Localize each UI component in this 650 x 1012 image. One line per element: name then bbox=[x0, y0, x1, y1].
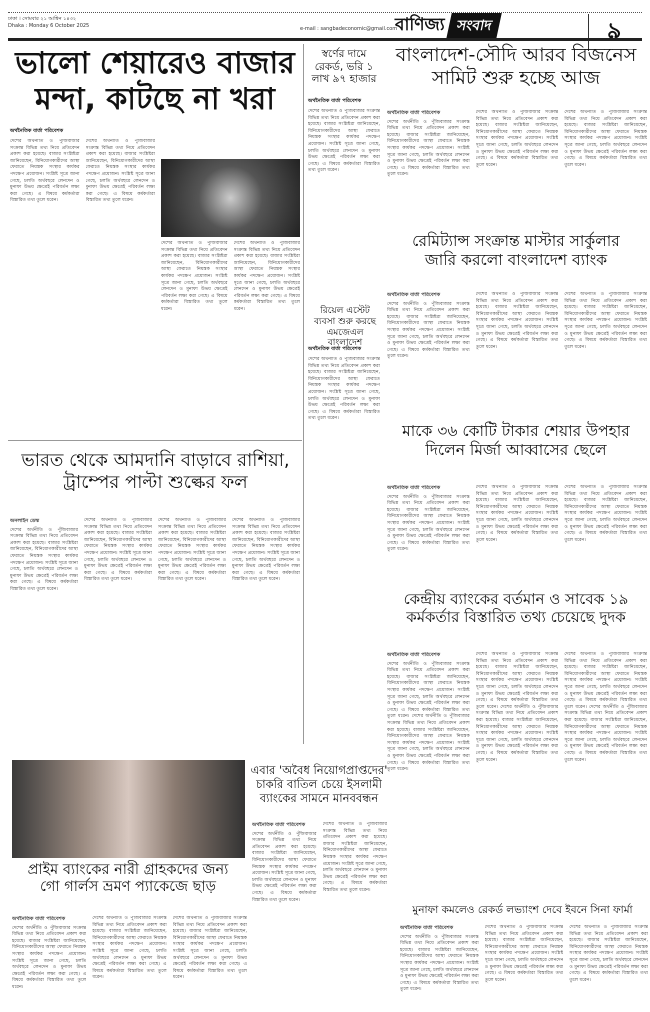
article-text: দেশের অর্থনীতি ও পুঁজিবাজার সংক্রান্ত বিভিন্ন তথ্য নিয়ে প্রতিবেদন প্রকাশ করা হয়েছে। বাজার সংশ্লিষ্টরা জানিয়েছেন, বিনিয়োগকারীদের আস্থা ফেরাতে নিয়ন্ত্রক সংস্থার কার্যকর পদক্ষেপ প্রয়োজন। সংশ্লিষ্ট সূত্রে জানা গেছে, চলতি অর্থবছরে লেনদেন ও মুনাফা উভয় ক্ষেত্রেই পরিবর্তন লক্ষ্য করা গেছে। এ বিষয়ে কর্মকর্তারা বিস্তারিত তথ্য তুলে ধরেন। bbox=[475, 704, 559, 763]
article-text: দেশের অর্থনীতি ও পুঁজিবাজার সংক্রান্ত বিভিন্ন তথ্য নিয়ে প্রতিবেদন প্রকাশ করা হয়েছে। বাজার সংশ্লিষ্টরা জানিয়েছেন, বিনিয়োগকারীদের আস্থা ফেরাতে নিয়ন্ত্রক সংস্থার কার্যকর পদক্ষেপ প্রয়োজন। সংশ্লিষ্ট সূত্রে জানা গেছে, চলতি অর্থবছরে লেনদেন ও মুনাফা উভয় ক্ষেত্রেই পরিবর্তন লক্ষ্য করা গেছে। এ বিষয়ে কর্মকর্তারা বিস্তারিত তথ্য তুলে ধরেন। bbox=[400, 934, 479, 993]
headline-line: গো গার্লস ভ্রমণ প্যাকেজে ছাড় bbox=[40, 879, 216, 896]
article-text: দেশের অর্থনীতি ও পুঁজিবাজার সংক্রান্ত বিভিন্ন তথ্য নিয়ে প্রতিবেদন প্রকাশ করা হয়েছে। বাজার সংশ্লিষ্টরা জানিয়েছেন, বিনিয়োগকারীদের আস্থা ফেরাতে নিয়ন্ত্রক সংস্থার কার্যকর পদক্ষেপ প্রয়োজন। সংশ্লিষ্ট সূত্রে জানা গেছে, চলতি অর্থবছরে লেনদেন ও মুনাফা উভয় ক্ষেত্রেই পরিবর্তন লক্ষ্য করা গেছে। এ বিষয়ে কর্মকর্তারা বিস্তারিত তথ্য তুলে ধরেন। bbox=[475, 485, 559, 543]
article-text: দেশের অর্থনীতি ও পুঁজিবাজার সংক্রান্ত বিভিন্ন তথ্য নিয়ে প্রতিবেদন প্রকাশ করা হয়েছে। বাজার সংশ্লিষ্টরা জানিয়েছেন, বিনিয়োগকারীদের আস্থা ফেরাতে নিয়ন্ত্রক সংস্থার কার্যকর পদক্ষেপ প্রয়োজন। সংশ্লিষ্ট সূত্রে জানা গেছে, চলতি অর্থবছরে লেনদেন ও মুনাফা উভয় ক্ষেত্রেই পরিবর্তন লক্ষ্য করা গেছে। এ বিষয়ে কর্মকর্তারা বিস্তারিত তথ্য তুলে ধরেন। bbox=[564, 292, 648, 350]
headline-line: জারি করলো বাংলাদেশ ব্যাংক bbox=[424, 250, 608, 269]
headline-line: দিলেন মির্জা আব্বাসের ছেলে bbox=[425, 440, 607, 459]
article-text-col bbox=[12, 916, 86, 1004]
dateline bbox=[8, 16, 89, 30]
stock-market-photo bbox=[161, 159, 300, 237]
gold-article-body bbox=[308, 98, 380, 298]
article-text: দেশের অর্থনীতি ও পুঁজিবাজার সংক্রান্ত বিভিন্ন তথ্য নিয়ে প্রতিবেদন প্রকাশ করা হয়েছে। বাজার সংশ্লিষ্টরা জানিয়েছেন, বিনিয়োগকারীদের আস্থা ফেরাতে নিয়ন্ত্রক সংস্থার কার্যকর পদক্ষেপ প্রয়োজন। সংশ্লিষ্ট সূত্রে জানা গেছে, চলতি অর্থবছরে লেনদেন ও মুনাফা উভয় ক্ষেত্রেই পরিবর্তন লক্ষ্য করা গেছে। এ বিষয়ে কর্মকর্তারা বিস্তারিত তথ্য তুলে ধরেন। bbox=[85, 139, 155, 204]
article-text: দেশের অর্থনীতি ও পুঁজিবাজার সংক্রান্ত বিভিন্ন তথ্য নিয়ে প্রতিবেদন প্রকাশ করা হয়েছে। বাজার সংশ্লিষ্টরা জানিয়েছেন, বিনিয়োগকারীদের আস্থা ফেরাতে নিয়ন্ত্রক সংস্থার কার্যকর পদক্ষেপ প্রয়োজন। সংশ্লিষ্ট সূত্রে জানা গেছে, চলতি অর্থবছরে লেনদেন ও মুনাফা উভয় ক্ষেত্রেই পরিবর্তন লক্ষ্য করা গেছে। এ বিষয়ে কর্মকর্তারা বিস্তারিত তথ্য তুলে ধরেন। bbox=[233, 241, 300, 312]
prime-bank-event-photo bbox=[12, 760, 245, 858]
headline-line: রেমিট্যান্স সংক্রান্ত মাস্টার সার্কুলার bbox=[412, 232, 620, 250]
real-estate-headline: রিয়েল এস্টেট ব্যবসা শুরু করছে এমজেএল বাংলাদেশ bbox=[314, 306, 376, 349]
article-text-col bbox=[387, 485, 470, 585]
article-text-col bbox=[564, 652, 647, 897]
article-text: দেশের অর্থনীতি ও পুঁজিবাজার সংক্রান্ত বিভিন্ন তথ্য নিয়ে প্রতিবেদন প্রকাশ করা হয়েছে। বাজার সংশ্লিষ্টরা জানিয়েছেন, বিনিয়োগকারীদের আস্থা ফেরাতে নিয়ন্ত্রক সংস্থার কার্যকর পদক্ষেপ প্রয়োজন। সংশ্লিষ্ট সূত্রে জানা গেছে, চলতি অর্থবছরে লেনদেন ও মুনাফা উভয় ক্ষেত্রেই পরিবর্তন লক্ষ্য করা গেছে। এ বিষয়ে কর্মকর্তারা বিস্তারিত তথ্য তুলে ধরেন। bbox=[484, 925, 564, 983]
byline: অর্থনৈতিক বার্তা পরিবেশক bbox=[400, 925, 454, 931]
article-text: দেশের অর্থনীতি ও পুঁজিবাজার সংক্রান্ত বিভিন্ন তথ্য নিয়ে প্রতিবেদন প্রকাশ করা হয়েছে। বাজার সংশ্লিষ্টরা জানিয়েছেন, বিনিয়োগকারীদের আস্থা ফেরাতে নিয়ন্ত্রক সংস্থার কার্যকর পদক্ষেপ প্রয়োজন। সংশ্লিষ্ট সূত্রে জানা গেছে, চলতি অর্থবছরে লেনদেন ও মুনাফা উভয় ক্ষেত্রেই পরিবর্তন লক্ষ্য করা গেছে। এ বিষয়ে কর্মকর্তারা বিস্তারিত তথ্য তুলে ধরেন। bbox=[232, 518, 300, 583]
mirza-article-body bbox=[387, 485, 647, 585]
ibn-sina-article-body bbox=[400, 925, 648, 1003]
byline: অর্থনৈতিক বার্তা পরিবেশক bbox=[12, 916, 66, 922]
header-rule bbox=[8, 38, 642, 41]
email: e-mail : sangbadeconomic@gmail.com bbox=[300, 26, 398, 32]
article-text: দেশের অর্থনীতি ও পুঁজিবাজার সংক্রান্ত বিভিন্ন তথ্য নিয়ে প্রতিবেদন প্রকাশ করা হয়েছে। বাজার সংশ্লিষ্টরা জানিয়েছেন, বিনিয়োগকারীদের আস্থা ফেরাতে নিয়ন্ত্রক সংস্থার কার্যকর পদক্ষেপ প্রয়োজন। সংশ্লিষ্ট সূত্রে জানা গেছে, চলতি অর্থবছরে লেনদেন ও মুনাফা উভয় ক্ষেত্রেই পরিবর্তন লক্ষ্য করা গেছে। এ বিষয়ে কর্মকর্তারা বিস্তারিত তথ্য তুলে ধরেন। bbox=[569, 925, 649, 983]
page-number: ৯ bbox=[588, 14, 621, 51]
byline: অর্থনৈতিক বার্তা পরিবেশক bbox=[308, 98, 362, 104]
byline: অর্থনৈতিক বার্তা পরিবেশক bbox=[308, 346, 362, 352]
masthead-part-a: বাণিজ্য bbox=[395, 15, 445, 35]
headline-line: ভারত থেকে আমদানি বাড়াবে রাশিয়া, bbox=[21, 450, 290, 471]
headline-line: কেন্দ্রীয় ব্যাংকের বর্তমান ও সাবেক ১৯ bbox=[403, 590, 629, 608]
headline-line: ভালো শেয়ারেও বাজার bbox=[15, 46, 295, 81]
column-divider bbox=[303, 44, 304, 744]
article-text: দেশের অর্থনীতি ও পুঁজিবাজার সংক্রান্ত বিভিন্ন তথ্য নিয়ে প্রতিবেদন প্রকাশ করা হয়েছে। বাজার সংশ্লিষ্টরা জানিয়েছেন, বিনিয়োগকারীদের আস্থা ফেরাতে নিয়ন্ত্রক সংস্থার কার্যকর পদক্ষেপ প্রয়োজন। সংশ্লিষ্ট সূত্রে জানা গেছে, চলতি অর্থবছরে লেনদেন ও মুনাফা উভয় ক্ষেত্রেই পরিবর্তন লক্ষ্য করা গেছে। এ বিষয়ে কর্মকর্তারা বিস্তারিত তথ্য তুলে ধরেন। bbox=[12, 925, 87, 990]
lead-right-half bbox=[161, 139, 300, 429]
article-text-col bbox=[476, 652, 559, 897]
gold-headline: স্বর্ণের দামে রেকর্ড, ভরি ১ লাখ ৯৭ হাজার bbox=[311, 48, 377, 86]
article-text-col bbox=[387, 110, 470, 228]
article-text: দেশের অর্থনীতি ও পুঁজিবাজার সংক্রান্ত বিভিন্ন তথ্য নিয়ে প্রতিবেদন প্রকাশ করা হয়েছে। বাজার সংশ্লিষ্টরা জানিয়েছেন, বিনিয়োগকারীদের আস্থা ফেরাতে নিয়ন্ত্রক সংস্থার কার্যকর পদক্ষেপ প্রয়োজন। সংশ্লিষ্ট সূত্রে জানা গেছে, চলতি অর্থবছরে লেনদেন ও মুনাফা উভয় ক্ষেত্রেই পরিবর্তন লক্ষ্য করা গেছে। এ বিষয়ে কর্মকর্তারা বিস্তারিত তথ্য তুলে ধরেন। bbox=[84, 518, 152, 583]
article-text-col bbox=[387, 652, 470, 897]
masthead-logo bbox=[395, 15, 499, 37]
article-text: দেশের অর্থনীতি ও পুঁজিবাজার সংক্রান্ত বিভিন্ন তথ্য নিয়ে প্রতিবেদন প্রকাশ করা হয়েছে। বাজার সংশ্লিষ্টরা জানিয়েছেন, বিনিয়োগকারীদের আস্থা ফেরাতে নিয়ন্ত্রক সংস্থার কার্যকর পদক্ষেপ প্রয়োজন। সংশ্লিষ্ট সূত্রে জানা গেছে, চলতি অর্থবছরে লেনদেন ও মুনাফা উভয় ক্ষেত্রেই পরিবর্তন লক্ষ্য করা গেছে। এ বিষয়ে কর্মকর্তারা বিস্তারিত তথ্য তুলে ধরেন। bbox=[564, 652, 648, 710]
byline: অর্থনৈতিক বার্তা পরিবেশক bbox=[387, 110, 441, 116]
article-text: দেশের অর্থনীতি ও পুঁজিবাজার সংক্রান্ত বিভিন্ন তথ্য নিয়ে প্রতিবেদন প্রকাশ করা হয়েছে। বাজার সংশ্লিষ্টরা জানিয়েছেন, বিনিয়োগকারীদের আস্থা ফেরাতে নিয়ন্ত্রক সংস্থার কার্যকর পদক্ষেপ প্রয়োজন। সংশ্লিষ্ট সূত্রে জানা গেছে, চলতি অর্থবছরে লেনদেন ও মুনাফা উভয় ক্ষেত্রেই পরিবর্তন লক্ষ্য করা গেছে। এ বিষয়ে কর্মকর্তারা বিস্তারিত তথ্য তুলে ধরেন। bbox=[322, 822, 387, 893]
article-text: দেশের অর্থনীতি ও পুঁজিবাজার সংক্রান্ত বিভিন্ন তথ্য নিয়ে প্রতিবেদন প্রকাশ করা হয়েছে। বাজার সংশ্লিষ্টরা জানিয়েছেন, বিনিয়োগকারীদের আস্থা ফেরাতে নিয়ন্ত্রক সংস্থার কার্যকর পদক্ষেপ প্রয়োজন। সংশ্লিষ্ট সূত্রে জানা গেছে, চলতি অর্থবছরে লেনদেন ও মুনাফা উভয় ক্ষেত্রেই পরিবর্তন লক্ষ্য করা গেছে। এ বিষয়ে কর্মকর্তারা বিস্তারিত তথ্য তুলে ধরেন। bbox=[308, 109, 380, 174]
headline-line: সামিট শুরু হচ্ছে আজ bbox=[431, 66, 601, 89]
headline-line: মন্দা, কাটছে না খরা bbox=[35, 82, 275, 117]
top-dotted-rule bbox=[8, 12, 642, 13]
byline: অর্থনৈতিক বার্তা পরিবেশক bbox=[387, 652, 441, 658]
saudi-article-body bbox=[387, 110, 647, 228]
article-text: দেশের অর্থনীতি ও পুঁজিবাজার সংক্রান্ত বিভিন্ন তথ্য নিয়ে প্রতিবেদন প্রকাশ করা হয়েছে। বাজার সংশ্লিষ্টরা জানিয়েছেন, বিনিয়োগকারীদের আস্থা ফেরাতে নিয়ন্ত্রক সংস্থার কার্যকর পদক্ষেপ প্রয়োজন। সংশ্লিষ্ট সূত্রে জানা গেছে, চলতি অর্থবছরে লেনদেন ও মুনাফা উভয় ক্ষেত্রেই পরিবর্তন লক্ষ্য করা গেছে। এ বিষয়ে কর্মকর্তারা বিস্তারিত তথ্য তুলে ধরেন। bbox=[475, 292, 559, 350]
section-rule bbox=[8, 440, 302, 441]
byline: অর্থনৈতিক বার্তা পরিবেশক bbox=[387, 292, 441, 298]
article-text: দেশের অর্থনীতি ও পুঁজিবাজার সংক্রান্ত বিভিন্ন তথ্য নিয়ে প্রতিবেদন প্রকাশ করা হয়েছে। বাজার সংশ্লিষ্টরা জানিয়েছেন, বিনিয়োগকারীদের আস্থা ফেরাতে নিয়ন্ত্রক সংস্থার কার্যকর পদক্ষেপ প্রয়োজন। সংশ্লিষ্ট সূত্রে জানা গেছে, চলতি অর্থবছরে লেনদেন ও মুনাফা উভয় ক্ষেত্রেই পরিবর্তন লক্ষ্য করা গেছে। এ বিষয়ে কর্মকর্তারা বিস্তারিত তথ্য তুলে ধরেন। bbox=[161, 241, 228, 312]
article-text: দেশের অর্থনীতি ও পুঁজিবাজার সংক্রান্ত বিভিন্ন তথ্য নিয়ে প্রতিবেদন প্রকাশ করা হয়েছে। বাজার সংশ্লিষ্টরা জানিয়েছেন, বিনিয়োগকারীদের আস্থা ফেরাতে নিয়ন্ত্রক সংস্থার কার্যকর পদক্ষেপ প্রয়োজন। সংশ্লিষ্ট সূত্রে জানা গেছে, চলতি অর্থবছরে লেনদেন ও মুনাফা উভয় ক্ষেত্রেই পরিবর্তন লক্ষ্য করা গেছে। এ বিষয়ে কর্মকর্তারা বিস্তারিত তথ্য তুলে ধরেন। bbox=[387, 119, 470, 178]
byline: অর্থনৈতিক বার্তা পরিবেশক bbox=[252, 822, 306, 828]
article-text: দেশের অর্থনীতি ও পুঁজিবাজার সংক্রান্ত বিভিন্ন তথ্য নিয়ে প্রতিবেদন প্রকাশ করা হয়েছে। বাজার সংশ্লিষ্টরা জানিয়েছেন, বিনিয়োগকারীদের আস্থা ফেরাতে নিয়ন্ত্রক সংস্থার কার্যকর পদক্ষেপ প্রয়োজন। সংশ্লিষ্ট সূত্রে জানা গেছে, চলতি অর্থবছরে লেনদেন ও মুনাফা উভয় ক্ষেত্রেই পরিবর্তন লক্ষ্য করা গেছে। এ বিষয়ে কর্মকর্তারা বিস্তারিত তথ্য তুলে ধরেন। bbox=[387, 661, 470, 720]
masthead-part-b: সংবাদ bbox=[446, 13, 502, 39]
article-text: দেশের অর্থনীতি ও পুঁজিবাজার সংক্রান্ত বিভিন্ন তথ্য নিয়ে প্রতিবেদন প্রকাশ করা হয়েছে। বাজার সংশ্লিষ্টরা জানিয়েছেন, বিনিয়োগকারীদের আস্থা ফেরাতে নিয়ন্ত্রক সংস্থার কার্যকর পদক্ষেপ প্রয়োজন। সংশ্লিষ্ট সূত্রে জানা গেছে, চলতি অর্থবছরে লেনদেন ও মুনাফা উভয় ক্ষেত্রেই পরিবর্তন লক্ষ্য করা গেছে। এ বিষয়ে কর্মকর্তারা বিস্তারিত তথ্য তুলে ধরেন। bbox=[564, 110, 648, 168]
lead-article-body bbox=[10, 128, 300, 428]
article-text: দেশের অর্থনীতি ও পুঁজিবাজার সংক্রান্ত বিভিন্ন তথ্য নিয়ে প্রতিবেদন প্রকাশ করা হয়েছে। বাজার সংশ্লিষ্টরা জানিয়েছেন, বিনিয়োগকারীদের আস্থা ফেরাতে নিয়ন্ত্রক সংস্থার কার্যকর পদক্ষেপ প্রয়োজন। সংশ্লিষ্ট সূত্রে জানা গেছে, চলতি অর্থবছরে লেনদেন ও মুনাফা উভয় ক্ষেত্রেই পরিবর্তন লক্ষ্য করা গেছে। এ বিষয়ে কর্মকর্তারা বিস্তারিত তথ্য তুলে ধরেন। bbox=[387, 301, 470, 360]
real-estate-article-body bbox=[308, 346, 380, 746]
article-text-col bbox=[387, 292, 470, 417]
saudi-headline bbox=[385, 44, 647, 90]
article-text: দেশের অর্থনীতি ও পুঁজিবাজার সংক্রান্ত বিভিন্ন তথ্য নিয়ে প্রতিবেদন প্রকাশ করা হয়েছে। বাজার সংশ্লিষ্টরা জানিয়েছেন, বিনিয়োগকারীদের আস্থা ফেরাতে নিয়ন্ত্রক সংস্থার কার্যকর পদক্ষেপ প্রয়োজন। সংশ্লিষ্ট সূত্রে জানা গেছে, চলতি অর্থবছরে লেনদেন ও মুনাফা উভয় ক্ষেত্রেই পরিবর্তন লক্ষ্য করা গেছে। এ বিষয়ে কর্মকর্তারা বিস্তারিত তথ্য তুলে ধরেন। bbox=[475, 652, 559, 710]
article-text: দেশের অর্থনীতি ও পুঁজিবাজার সংক্রান্ত বিভিন্ন তথ্য নিয়ে প্রতিবেদন প্রকাশ করা হয়েছে। বাজার সংশ্লিষ্টরা জানিয়েছেন, বিনিয়োগকারীদের আস্থা ফেরাতে নিয়ন্ত্রক সংস্থার কার্যকর পদক্ষেপ প্রয়োজন। সংশ্লিষ্ট সূত্রে জানা গেছে, চলতি অর্থবছরে লেনদেন ও মুনাফা উভয় ক্ষেত্রেই পরিবর্তন লক্ষ্য করা গেছে। এ বিষয়ে কর্মকর্তারা বিস্তারিত তথ্য তুলে ধরেন। bbox=[564, 485, 648, 543]
article-text: দেশের অর্থনীতি ও পুঁজিবাজার সংক্রান্ত বিভিন্ন তথ্য নিয়ে প্রতিবেদন প্রকাশ করা হয়েছে। বাজার সংশ্লিষ্টরা জানিয়েছেন, বিনিয়োগকারীদের আস্থা ফেরাতে নিয়ন্ত্রক সংস্থার কার্যকর পদক্ষেপ প্রয়োজন। সংশ্লিষ্ট সূত্রে জানা গেছে, চলতি অর্থবছরে লেনদেন ও মুনাফা উভয় ক্ষেত্রেই পরিবর্তন লক্ষ্য করা গেছে। এ বিষয়ে কর্মকর্তারা বিস্তারিত তথ্য তুলে ধরেন। bbox=[10, 527, 78, 592]
article-text: দেশের অর্থনীতি ও পুঁজিবাজার সংক্রান্ত বিভিন্ন তথ্য নিয়ে প্রতিবেদন প্রকাশ করা হয়েছে। বাজার সংশ্লিষ্টরা জানিয়েছেন, বিনিয়োগকারীদের আস্থা ফেরাতে নিয়ন্ত্রক সংস্থার কার্যকর পদক্ষেপ প্রয়োজন। সংশ্লিষ্ট সূত্রে জানা গেছে, চলতি অর্থবছরে লেনদেন ও মুনাফা উভয় ক্ষেত্রেই পরিবর্তন লক্ষ্য করা গেছে। এ বিষয়ে কর্মকর্তারা বিস্তারিত তথ্য তুলে ধরেন। bbox=[10, 139, 80, 204]
article-text: দেশের অর্থনীতি ও পুঁজিবাজার সংক্রান্ত বিভিন্ন তথ্য নিয়ে প্রতিবেদন প্রকাশ করা হয়েছে। বাজার সংশ্লিষ্টরা জানিয়েছেন, বিনিয়োগকারীদের আস্থা ফেরাতে নিয়ন্ত্রক সংস্থার কার্যকর পদক্ষেপ প্রয়োজন। সংশ্লিষ্ট সূত্রে জানা গেছে, চলতি অর্থবছরে লেনদেন ও মুনাফা উভয় ক্ষেত্রেই পরিবর্তন লক্ষ্য করা গেছে। এ বিষয়ে কর্মকর্তারা বিস্তারিত তথ্য তুলে ধরেন। bbox=[387, 714, 470, 773]
remittance-article-body bbox=[387, 292, 647, 417]
byline: অনলাইন ডেস্ক bbox=[10, 518, 40, 524]
article-text: দেশের অর্থনীতি ও পুঁজিবাজার সংক্রান্ত বিভিন্ন তথ্য নিয়ে প্রতিবেদন প্রকাশ করা হয়েছে। বাজার সংশ্লিষ্টরা জানিয়েছেন, বিনিয়োগকারীদের আস্থা ফেরাতে নিয়ন্ত্রক সংস্থার কার্যকর পদক্ষেপ প্রয়োজন। সংশ্লিষ্ট সূত্রে জানা গেছে, চলতি অর্থবছরে লেনদেন ও মুনাফা উভয় ক্ষেত্রেই পরিবর্তন লক্ষ্য করা গেছে। এ বিষয়ে কর্মকর্তারা বিস্তারিত তথ্য তুলে ধরেন। bbox=[308, 357, 380, 422]
headline-line: মাকে ৩৬ কোটি টাকার শেয়ার উপহার bbox=[402, 422, 630, 440]
headline-line: কর্মকর্তার বিস্তারিত তথ্য চেয়েছে দুদক bbox=[406, 608, 626, 626]
islami-headline: এবার 'অবৈধ নিয়োগপ্রাপ্তদের' চাকরি বাতিল চেয়ে ইসলামী ব্যাংকের সামনে মানববন্ধন bbox=[250, 763, 388, 805]
article-text: দেশের অর্থনীতি ও পুঁজিবাজার সংক্রান্ত বিভিন্ন তথ্য নিয়ে প্রতিবেদন প্রকাশ করা হয়েছে। বাজার সংশ্লিষ্টরা জানিয়েছেন, বিনিয়োগকারীদের আস্থা ফেরাতে নিয়ন্ত্রক সংস্থার কার্যকর পদক্ষেপ প্রয়োজন। সংশ্লিষ্ট সূত্রে জানা গেছে, চলতি অর্থবছরে লেনদেন ও মুনাফা উভয় ক্ষেত্রেই পরিবর্তন লক্ষ্য করা গেছে। এ বিষয়ে কর্মকর্তারা বিস্তারিত তথ্য তুলে ধরেন। bbox=[564, 704, 648, 763]
article-text: দেশের অর্থনীতি ও পুঁজিবাজার সংক্রান্ত বিভিন্ন তথ্য নিয়ে প্রতিবেদন প্রকাশ করা হয়েছে। বাজার সংশ্লিষ্টরা জানিয়েছেন, বিনিয়োগকারীদের আস্থা ফেরাতে নিয়ন্ত্রক সংস্থার কার্যকর পদক্ষেপ প্রয়োজন। সংশ্লিষ্ট সূত্রে জানা গেছে, চলতি অর্থবছরে লেনদেন ও মুনাফা উভয় ক্ষেত্রেই পরিবর্তন লক্ষ্য করা গেছে। এ বিষয়ে কর্মকর্তারা বিস্তারিত তথ্য তুলে ধরেন। bbox=[387, 494, 470, 553]
prime-article-body bbox=[12, 916, 247, 1004]
date-english: Dhaka : Monday 6 October 2025 bbox=[8, 23, 90, 29]
remittance-headline bbox=[385, 232, 647, 269]
article-text: দেশের অর্থনীতি ও পুঁজিবাজার সংক্রান্ত বিভিন্ন তথ্য নিয়ে প্রতিবেদন প্রকাশ করা হয়েছে। বাজার সংশ্লিষ্টরা জানিয়েছেন, বিনিয়োগকারীদের আস্থা ফেরাতে নিয়ন্ত্রক সংস্থার কার্যকর পদক্ষেপ প্রয়োজন। সংশ্লিষ্ট সূত্রে জানা গেছে, চলতি অর্থবছরে লেনদেন ও মুনাফা উভয় ক্ষেত্রেই পরিবর্তন লক্ষ্য করা গেছে। এ বিষয়ে কর্মকর্তারা বিস্তারিত তথ্য তুলে ধরেন। bbox=[475, 110, 559, 168]
article-text: দেশের অর্থনীতি ও পুঁজিবাজার সংক্রান্ত বিভিন্ন তথ্য নিয়ে প্রতিবেদন প্রকাশ করা হয়েছে। বাজার সংশ্লিষ্টরা জানিয়েছেন, বিনিয়োগকারীদের আস্থা ফেরাতে নিয়ন্ত্রক সংস্থার কার্যকর পদক্ষেপ প্রয়োজন। সংশ্লিষ্ট সূত্রে জানা গেছে, চলতি অর্থবছরে লেনদেন ও মুনাফা উভয় ক্ষেত্রেই পরিবর্তন লক্ষ্য করা গেছে। এ বিষয়ে কর্মকর্তারা বিস্তারিত তথ্য তুলে ধরেন। bbox=[172, 916, 247, 981]
central-bank-article-body bbox=[387, 652, 647, 897]
article-text-col bbox=[400, 925, 479, 1003]
date-bengali: ঢাকা । সোমবার ২১ আশ্বিন ১৪৩২ bbox=[8, 16, 77, 22]
article-text: দেশের অর্থনীতি ও পুঁজিবাজার সংক্রান্ত বিভিন্ন তথ্য নিয়ে প্রতিবেদন প্রকাশ করা হয়েছে। বাজার সংশ্লিষ্টরা জানিয়েছেন, বিনিয়োগকারীদের আস্থা ফেরাতে নিয়ন্ত্রক সংস্থার কার্যকর পদক্ষেপ প্রয়োজন। সংশ্লিষ্ট সূত্রে জানা গেছে, চলতি অর্থবছরে লেনদেন ও মুনাফা উভয় ক্ষেত্রেই পরিবর্তন লক্ষ্য করা গেছে। এ বিষয়ে কর্মকর্তারা বিস্তারিত তথ্য তুলে ধরেন। bbox=[158, 518, 226, 583]
article-text: দেশের অর্থনীতি ও পুঁজিবাজার সংক্রান্ত বিভিন্ন তথ্য নিয়ে প্রতিবেদন প্রকাশ করা হয়েছে। বাজার সংশ্লিষ্টরা জানিয়েছেন, বিনিয়োগকারীদের আস্থা ফেরাতে নিয়ন্ত্রক সংস্থার কার্যকর পদক্ষেপ প্রয়োজন। সংশ্লিষ্ট সূত্রে জানা গেছে, চলতি অর্থবছরে লেনদেন ও মুনাফা উভয় ক্ষেত্রেই পরিবর্তন লক্ষ্য করা গেছে। এ বিষয়ে কর্মকর্তারা বিস্তারিত তথ্য তুলে ধরেন। bbox=[92, 916, 167, 981]
lead-headline bbox=[10, 46, 300, 118]
article-text: দেশের অর্থনীতি ও পুঁজিবাজার সংক্রান্ত বিভিন্ন তথ্য নিয়ে প্রতিবেদন প্রকাশ করা হয়েছে। বাজার সংশ্লিষ্টরা জানিয়েছেন, বিনিয়োগকারীদের আস্থা ফেরাতে নিয়ন্ত্রক সংস্থার কার্যকর পদক্ষেপ প্রয়োজন। সংশ্লিষ্ট সূত্রে জানা গেছে, চলতি অর্থবছরে লেনদেন ও মুনাফা উভয় ক্ষেত্রেই পরিবর্তন লক্ষ্য করা গেছে। এ বিষয়ে কর্মকর্তারা বিস্তারিত তথ্য তুলে ধরেন। bbox=[252, 831, 317, 903]
prime-headline bbox=[8, 862, 248, 897]
byline: অর্থনৈতিক বার্তা পরিবেশক bbox=[10, 128, 64, 134]
headline-line: ট্রাম্পের পাল্টা শুল্কের ফল bbox=[63, 471, 248, 493]
article-text-col bbox=[252, 822, 317, 1002]
headline-line: বাংলাদেশ-সৌদি আরব বিজনেস bbox=[395, 44, 637, 66]
byline: অর্থনৈতিক বার্তা পরিবেশক bbox=[387, 485, 441, 491]
ibn-sina-headline: মুনাফা কমলেও রেকর্ড লভ্যাংশ দেবে ইবনে সিনা ফার্মা bbox=[412, 904, 633, 916]
russia-article-body bbox=[10, 518, 300, 750]
central-bank-headline bbox=[385, 590, 647, 626]
article-text-col bbox=[10, 518, 78, 750]
islami-article-body bbox=[252, 822, 387, 1002]
mirza-headline bbox=[385, 422, 647, 459]
headline-line: প্রাইম ব্যাংকের নারী গ্রাহকদের জন্য bbox=[27, 862, 229, 878]
russia-headline bbox=[8, 450, 303, 493]
